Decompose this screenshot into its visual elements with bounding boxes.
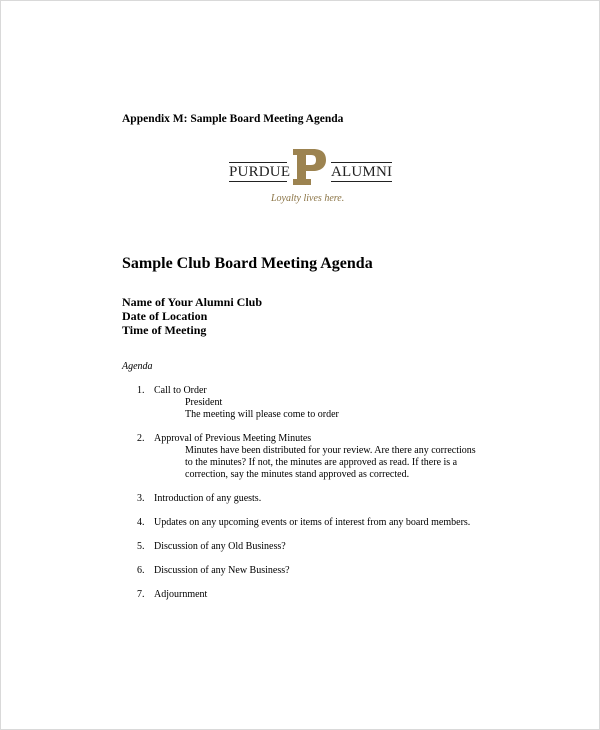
appendix-heading: Appendix M: Sample Board Meeting Agenda <box>122 113 344 125</box>
item-detail <box>185 445 515 481</box>
item-number: 7. <box>137 589 145 600</box>
item-number: 3. <box>137 493 145 504</box>
item-number: 5. <box>137 541 145 552</box>
item-text: Introduction of any guests. <box>154 493 262 504</box>
item-text: Adjournment <box>154 589 208 600</box>
item-text: Updates on any upcoming events or items of interest from any board members. <box>154 517 471 528</box>
logo-left-word: PURDUE <box>229 164 291 180</box>
club-name: Name of Your Alumni Club <box>122 295 263 309</box>
logo-tagline: Loyalty lives here. <box>271 193 345 204</box>
item-number: 4. <box>137 517 145 528</box>
meeting-time: Time of Meeting <box>122 323 207 337</box>
item-number: 1. <box>137 385 145 396</box>
logo-right-word: ALUMNI <box>331 164 393 180</box>
purdue-alumni-logo <box>229 148 393 208</box>
item-detail-line: The meeting will please come to order <box>185 409 339 420</box>
item-detail-line: correction, say the minutes stand approved as corrected. <box>185 469 410 480</box>
date-location: Date of Location <box>122 309 208 323</box>
item-number: 6. <box>137 565 145 576</box>
document-title: Sample Club Board Meeting Agenda <box>122 255 373 272</box>
logo-p-icon <box>291 148 327 186</box>
item-number: 2. <box>137 433 145 444</box>
item-text: Call to Order <box>154 385 207 396</box>
agenda-label: Agenda <box>122 361 153 372</box>
item-text: Discussion of any Old Business? <box>154 541 286 552</box>
item-detail <box>185 397 515 421</box>
item-detail-line: to the minutes? If not, the minutes are approved as read. If there is a <box>185 457 458 468</box>
item-detail-line: President <box>185 397 223 408</box>
item-text: Discussion of any New Business? <box>154 565 290 576</box>
meeting-meta <box>122 295 262 337</box>
item-detail-line: Minutes have been distributed for your review. Are there any corrections <box>185 445 476 456</box>
item-text: Approval of Previous Meeting Minutes <box>154 433 312 444</box>
